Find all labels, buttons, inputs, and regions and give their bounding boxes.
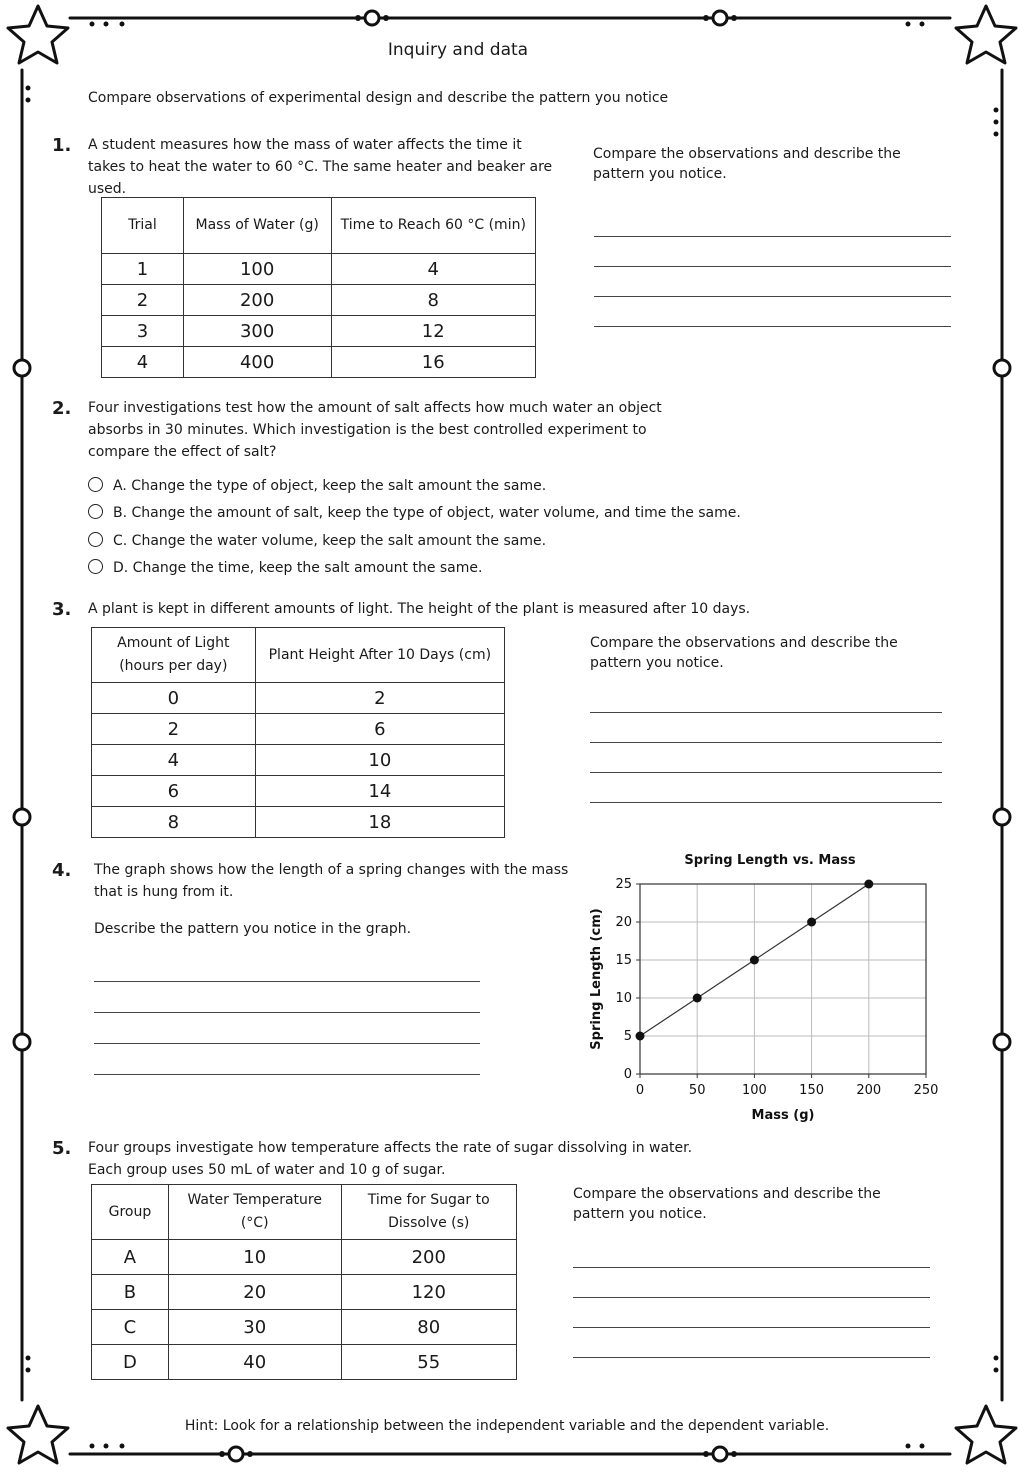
table-row: [92, 1345, 517, 1380]
table-cell: 30: [168, 1310, 341, 1345]
table-cell: 20: [168, 1275, 341, 1310]
table-cell: 4: [102, 347, 184, 378]
table-cell: 2: [102, 285, 184, 316]
column-header: Water Temperature (°C): [168, 1185, 341, 1240]
table-cell: 2: [255, 683, 504, 714]
table-cell: A: [92, 1240, 169, 1275]
data-point: [636, 1032, 645, 1041]
option-label: D. Change the time, keep the salt amount the same.: [113, 560, 483, 576]
x-axis-label: Mass (g): [751, 1108, 815, 1123]
column-header: Amount of Light (hours per day): [92, 628, 256, 683]
answer-prompt: Compare the observations and describe the pattern you notice.: [593, 146, 901, 182]
data-point: [807, 918, 816, 927]
option-label: B. Change the amount of salt, keep the type of object, water volume, and time the same.: [113, 505, 741, 521]
data-table: [91, 1184, 517, 1380]
table-cell: 18: [255, 807, 504, 838]
answer-line[interactable]: [573, 1327, 930, 1328]
option-label: C. Change the water volume, keep the salt amount the same.: [113, 533, 547, 549]
table-cell: 6: [255, 714, 504, 745]
y-tick-label: 0: [623, 1067, 632, 1082]
column-header: Time to Reach 60 °C (min): [331, 198, 536, 254]
question-subprompt: Describe the pattern you notice in the graph.: [94, 921, 412, 937]
table-cell: 16: [331, 347, 536, 378]
table-cell: 40: [168, 1345, 341, 1380]
question-number: 5.: [52, 1138, 72, 1159]
question-number: 3.: [52, 599, 72, 620]
table-cell: 6: [92, 776, 256, 807]
y-tick-label: 5: [623, 1029, 632, 1044]
table-cell: 2: [92, 714, 256, 745]
x-tick-label: 100: [741, 1083, 767, 1098]
answer-line[interactable]: [573, 1297, 930, 1298]
y-tick-label: 25: [615, 877, 632, 892]
data-point: [750, 956, 759, 965]
table-cell: 10: [255, 745, 504, 776]
table-cell: 3: [102, 316, 184, 347]
question-number: 1.: [52, 135, 72, 156]
column-header: Time for Sugar to Dissolve (s): [341, 1185, 516, 1240]
column-header: Group: [92, 1185, 169, 1240]
answer-line[interactable]: [573, 1267, 930, 1268]
table-cell: 12: [331, 316, 536, 347]
chart-grid: [640, 884, 926, 1074]
question-text: Four groups investigate how temperature affects the rate of sugar dissolving in water. Each group uses 50 mL of water and 10 g of sugar.: [88, 1140, 693, 1178]
x-tick-label: 150: [799, 1083, 825, 1098]
table-cell: 14: [255, 776, 504, 807]
question-number: 2.: [52, 398, 72, 419]
question-number: 4.: [52, 860, 72, 881]
page-title: Inquiry and data: [387, 40, 529, 60]
x-tick-label: 50: [688, 1083, 706, 1098]
table-cell: 200: [341, 1240, 516, 1275]
table-cell: D: [92, 1345, 169, 1380]
table-row: [92, 1275, 517, 1310]
data-point: [693, 994, 702, 1003]
table-cell: 120: [341, 1275, 516, 1310]
y-axis-label: Spring Length (cm): [589, 908, 604, 1050]
table-cell: 10: [168, 1240, 341, 1275]
plot-area: [640, 884, 926, 1074]
table-cell: 0: [92, 683, 256, 714]
table-cell: C: [92, 1310, 169, 1345]
question-text: A plant is kept in different amounts of light. The height of the plant is measured after 10 days.: [88, 601, 751, 617]
table-cell: 1: [102, 254, 184, 285]
table-cell: 80: [341, 1310, 516, 1345]
y-tick-label: 20: [615, 915, 632, 930]
table-cell: 300: [183, 316, 331, 347]
table-cell: 4: [92, 745, 256, 776]
question-text: The graph shows how the length of a spring changes with the mass that is hung from it.: [94, 862, 569, 900]
y-tick-label: 15: [615, 953, 632, 968]
x-tick-label: 250: [913, 1083, 939, 1098]
x-tick-label: 200: [856, 1083, 882, 1098]
answer-prompt: Compare the observations and describe the pattern you notice.: [573, 1186, 881, 1222]
table-cell: 200: [183, 285, 331, 316]
x-tick-label: 0: [635, 1083, 645, 1098]
table-row: [92, 1310, 517, 1345]
data-point: [864, 880, 873, 889]
table-cell: B: [92, 1275, 169, 1310]
column-header: Trial: [102, 198, 184, 254]
column-header: Mass of Water (g): [183, 198, 331, 254]
chart-ticks: [615, 877, 938, 1098]
table-cell: 400: [183, 347, 331, 378]
hint-text: Hint: Look for a relationship between the independent variable and the dependent variable.: [184, 1418, 830, 1434]
answer-line[interactable]: [573, 1357, 930, 1358]
table-row: [92, 1240, 517, 1275]
table-cell: 8: [331, 285, 536, 316]
table-cell: 4: [331, 254, 536, 285]
answer-prompt: Compare the observations and describe the pattern you notice.: [590, 635, 898, 671]
instructions: Compare observations of experimental design and describe the pattern you notice: [88, 90, 669, 106]
table-cell: 100: [183, 254, 331, 285]
y-tick-label: 10: [615, 991, 632, 1006]
table-cell: 55: [341, 1345, 516, 1380]
question-text: A student measures how the mass of water affects the time it takes to heat the water to 60 °C. The same heater and beaker are used.: [88, 137, 553, 197]
table-cell: 8: [92, 807, 256, 838]
option-label: A. Change the type of object, keep the salt amount the same.: [113, 478, 547, 494]
chart-title: Spring Length vs. Mass: [684, 853, 856, 868]
column-header: Plant Height After 10 Days (cm): [255, 628, 504, 683]
question-text: Four investigations test how the amount of salt affects how much water an object absorbs in 30 minutes. Which investigation is the best controlled experiment to compare the effect of salt?: [88, 400, 662, 460]
